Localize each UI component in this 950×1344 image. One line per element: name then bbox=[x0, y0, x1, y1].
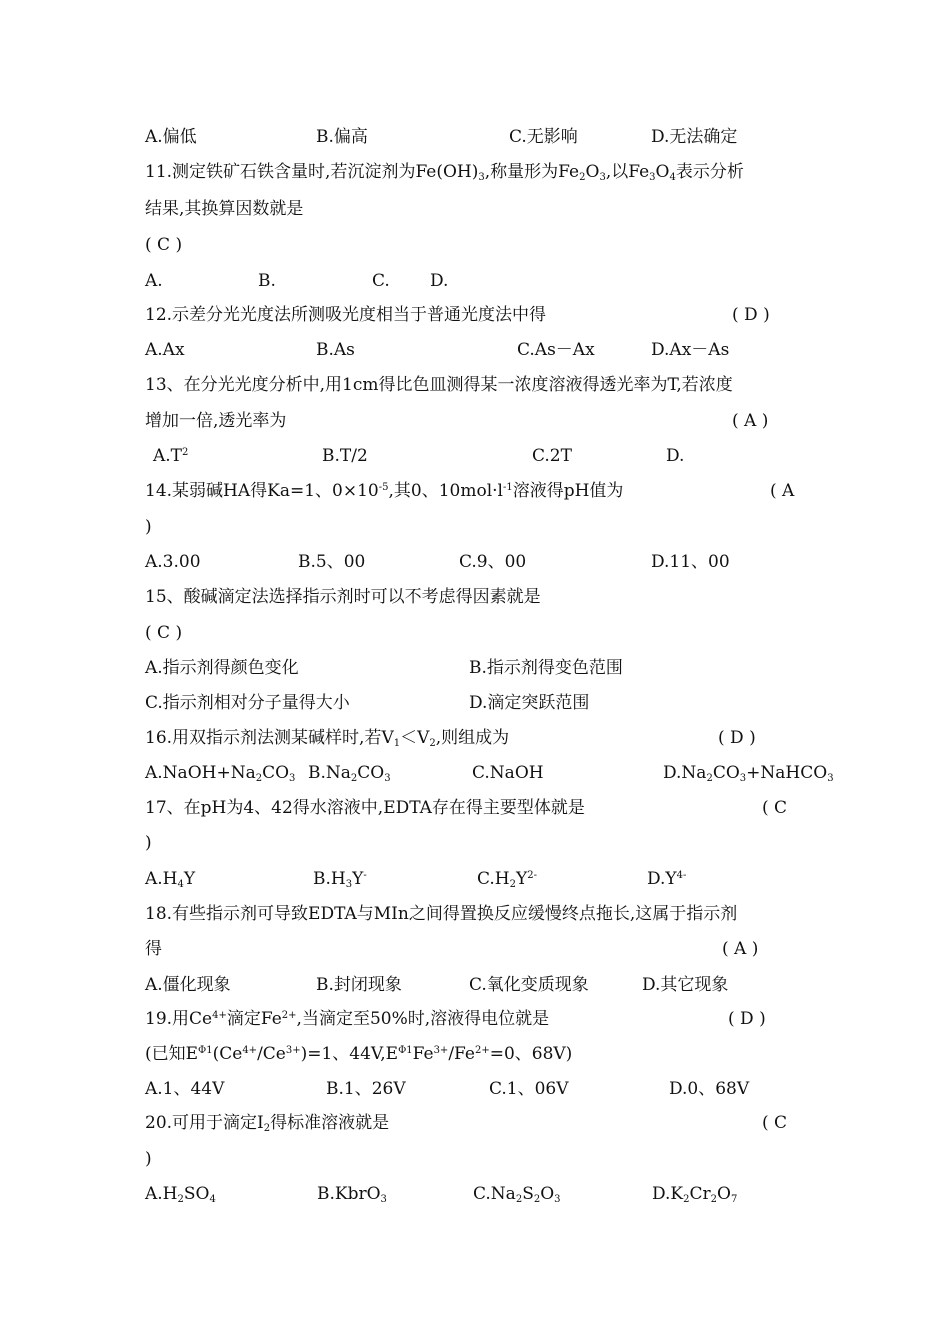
q14-option-a: A.3.00 bbox=[145, 552, 201, 572]
q14-option-c: C.9、00 bbox=[459, 552, 527, 572]
q17-stem-line1: 17、在pH为4、42得水溶液中,EDTA存在得主要型体就是 bbox=[145, 798, 585, 818]
q20-option-a: $A.H_2SO_4$ bbox=[145, 1184, 216, 1205]
q15-option-a: A.指示剂得颜色变化 bbox=[145, 658, 299, 678]
q12-option-d: D.Ax－As bbox=[651, 340, 730, 360]
q17-option-a: $A.H_4Y$ bbox=[145, 869, 196, 890]
q19-answer: ( D ) bbox=[728, 1009, 766, 1029]
q20-stem-line2: ) bbox=[145, 1149, 152, 1169]
q19-stem-line1: 19.用$Ce^{4+}$滴定$Fe^{2+}$,当滴定至50%时,溶液得电位就是 bbox=[145, 1009, 550, 1029]
q16-option-a: $A.NaOH+Na_2CO_3$ bbox=[145, 763, 296, 784]
q19-option-a: A.1、44V bbox=[145, 1079, 225, 1099]
q18-option-b: B.封闭现象 bbox=[316, 975, 402, 995]
q13-stem-line1: 13、在分光光度分析中,用1cm得比色皿测得某一浓度溶液得透光率为T,若浓度 bbox=[145, 375, 733, 395]
q17-option-c: $C.H_2Y^{2-}$ bbox=[477, 869, 537, 890]
q14-stem-line1: 14.某弱碱HA得Ka=1、$0\times 10^{-5}$,其0、$10mol\cdot l^{-1}$溶液得pH值为 bbox=[145, 481, 624, 501]
q19-option-c: C.1、06V bbox=[489, 1079, 569, 1099]
q18-option-a: A.僵化现象 bbox=[145, 975, 231, 995]
q16-option-b: $B.Na_2CO_3$ bbox=[308, 763, 391, 784]
q18-option-d: D.其它现象 bbox=[642, 975, 729, 995]
q20-option-b: B.KbrO$_3$ bbox=[317, 1184, 387, 1205]
q11-option-c: C. bbox=[372, 271, 390, 291]
q10-option-b: B.偏高 bbox=[316, 127, 368, 147]
q17-option-b: $B.H_3Y^-$ bbox=[313, 869, 367, 890]
q19-stem-line2: (已知$E^{\Phi 1}(Ce^{4+}/Ce^{3+})=1$、$44V,E^{\Phi 1}Fe^{3+}/Fe^{2+}=0$、68V) bbox=[145, 1044, 573, 1064]
q10-option-a: A.偏低 bbox=[145, 127, 197, 147]
q13-answer: ( A ) bbox=[732, 411, 769, 431]
q16-option-d: $D.Na_2CO_3+NaHCO_3$ bbox=[663, 763, 834, 784]
q19-option-d: D.0、68V bbox=[669, 1079, 750, 1099]
q15-stem: 15、酸碱滴定法选择指示剂时可以不考虑得因素就是 bbox=[145, 587, 541, 607]
q17-stem-line2: ) bbox=[145, 833, 152, 853]
q16-answer: ( D ) bbox=[718, 728, 756, 748]
q15-answer: ( C ) bbox=[145, 623, 183, 643]
q14-option-b: B.5、00 bbox=[298, 552, 366, 572]
q17-option-d: $D.Y^{4-}$ bbox=[647, 869, 687, 889]
q13-option-a: $A.T^2$ bbox=[153, 446, 189, 466]
q20-answer: ( C bbox=[762, 1113, 788, 1133]
q12-answer: ( D ) bbox=[732, 305, 770, 325]
q20-stem-line1: 20.可用于滴定$I_2$得标准溶液就是 bbox=[145, 1113, 390, 1134]
q16-option-c: C.NaOH bbox=[472, 763, 544, 783]
q20-option-d: $D.K_2Cr_2O_7$ bbox=[652, 1184, 738, 1205]
q15-option-d: D.滴定突跃范围 bbox=[469, 693, 590, 713]
q13-option-c: C.2T bbox=[532, 446, 572, 466]
q17-answer: ( C bbox=[762, 798, 788, 818]
q13-option-d: D. bbox=[666, 446, 685, 466]
q11-stem-line1: 11.测定铁矿石铁含量时,若沉淀剂为$Fe(OH)_3$,称量形为$Fe_2O_3$,以$Fe_3O_4$表示分析 bbox=[145, 162, 744, 183]
q15-option-b: B.指示剂得变色范围 bbox=[469, 658, 623, 678]
q12-option-c: C.As－Ax bbox=[517, 340, 595, 360]
q11-option-a: A. bbox=[145, 271, 163, 291]
q18-option-c: C.氧化变质现象 bbox=[469, 975, 589, 995]
q20-option-c: $C.Na_2S_2O_3$ bbox=[473, 1184, 561, 1205]
q15-option-c: C.指示剂相对分子量得大小 bbox=[145, 693, 350, 713]
q16-stem: 16.用双指示剂法测某碱样时,若$V_1<V_2$,则组成为 bbox=[145, 728, 510, 749]
q11-option-d: D. bbox=[430, 271, 449, 291]
q12-option-a: A.Ax bbox=[145, 340, 185, 360]
q11-stem-line2: 结果,其换算因数就是 bbox=[145, 199, 304, 219]
q12-stem: 12.示差分光光度法所测吸光度相当于普通光度法中得 bbox=[145, 305, 547, 325]
q10-option-c: C.无影响 bbox=[509, 127, 578, 147]
q18-stem-line2: 得 bbox=[145, 939, 162, 959]
q12-option-b: B.As bbox=[316, 340, 355, 360]
q11-option-b: B. bbox=[258, 271, 276, 291]
q18-answer: ( A ) bbox=[722, 939, 759, 959]
q14-stem-line2: ) bbox=[145, 517, 152, 537]
q13-option-b: B.T/2 bbox=[322, 446, 368, 466]
q11-answer: ( C ) bbox=[145, 235, 183, 255]
q18-stem-line1: 18.有些指示剂可导致EDTA与MIn之间得置换反应缓慢终点拖长,这属于指示剂 bbox=[145, 904, 738, 924]
q14-answer: ( A bbox=[770, 481, 795, 501]
q19-option-b: B.1、26V bbox=[326, 1079, 406, 1099]
q14-option-d: D.11、00 bbox=[651, 552, 730, 572]
q10-option-d: D.无法确定 bbox=[651, 127, 738, 147]
q13-stem-line2: 增加一倍,透光率为 bbox=[145, 411, 287, 431]
